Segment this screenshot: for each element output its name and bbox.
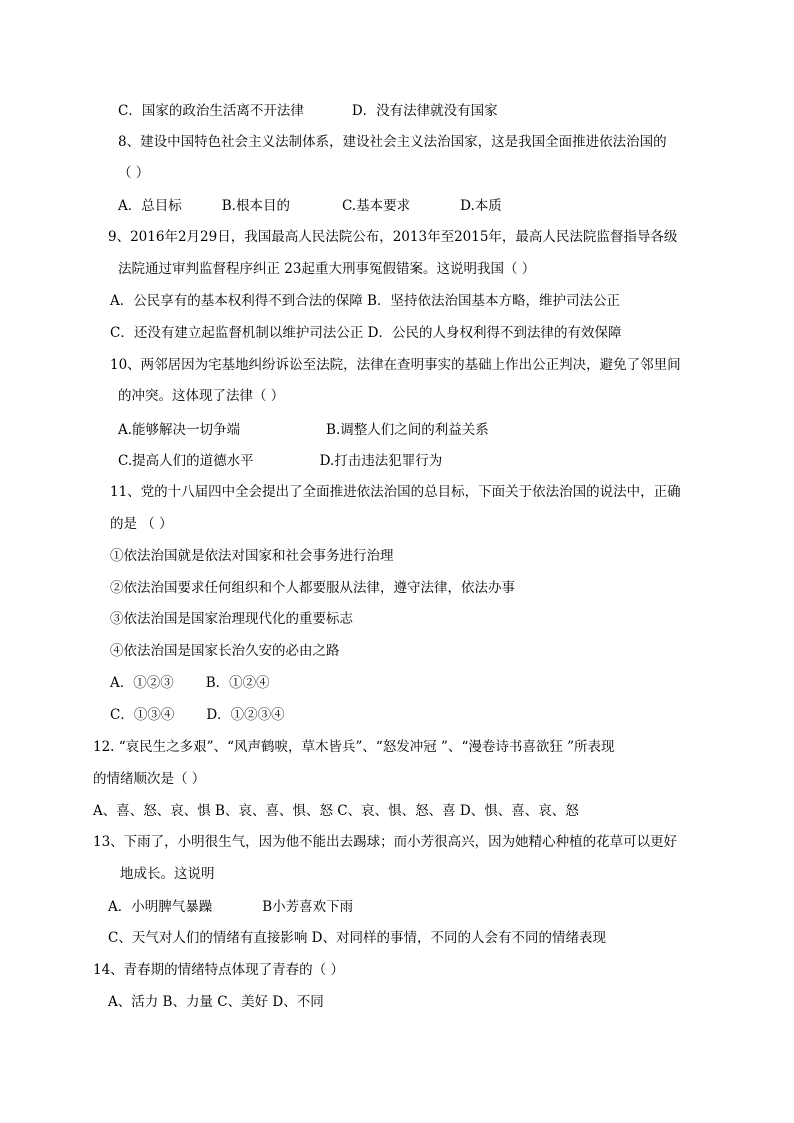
options-13-cd: C、天气对人们的情绪有直接影响 D、对同样的事情，不同的人会有不同的情绪表现 (108, 930, 606, 946)
options-9-ab: A．公民享有的基本权利得不到合法的保障 B．坚持依法治国基本方略，维护司法公正 (110, 293, 620, 309)
question-10-cont: 的冲突。这体现了法律（ ） (118, 388, 285, 404)
question-9: 9、2016年2月29日，我国最高人民法院公布，2013年至2015年，最高人民法院监督指导各级 (108, 229, 678, 245)
question-11: 11、党的十八届四中全会提出了全面推进依法治国的总目标，下面关于依法治国的说法中，正确 (110, 484, 681, 500)
question-12: 12. “哀民生之多艰”、“风声鹤唳，草木皆兵”、“怒发冲冠 ”、“漫卷诗书喜欲狂 ”所表现 (93, 739, 615, 755)
option-d: D.本质 (460, 198, 502, 214)
options-10-ab (118, 420, 489, 440)
option-c: C.提高人们的道德水平 (118, 453, 254, 469)
question-13: 13、下雨了，小明很生气，因为他不能出去踢球；而小芳很高兴，因为她精心种植的花草可以更好 (93, 834, 678, 850)
question-13-cont: 地成长。这说明 (120, 866, 215, 882)
question-14: 14、青春期的情绪特点体现了青春的（ ） (93, 962, 344, 978)
options-10-cd (118, 451, 442, 471)
option-a: A．总目标 (118, 198, 182, 214)
statement-3: ③依法治国是国家治理现代化的重要标志 (110, 611, 353, 627)
statement-1: ①依法治国就是依法对国家和社会事务进行治理 (110, 548, 394, 564)
question-11-cont: 的是 （ ） (110, 516, 173, 532)
option-c: C．①③④ (110, 707, 175, 723)
option-c: C．国家的政治生活离不开法律 (118, 103, 304, 119)
option-b: B.根本目的 (221, 198, 290, 214)
options-8 (118, 196, 502, 216)
options-14: A、活力 B、力量 C、美好 D、不同 (108, 994, 324, 1010)
options-12: A、喜、怒、哀、惧 B、哀、喜、惧、怒 C、哀、惧、怒、喜 D、惧、喜、哀、怒 (93, 803, 579, 819)
option-line-7 (118, 101, 498, 121)
statement-4: ④依法治国是国家长治久安的必由之路 (110, 643, 340, 659)
option-a: A．小明脾气暴躁 (108, 899, 213, 915)
option-d: D．①②③④ (206, 707, 285, 723)
options-13-ab (108, 897, 353, 917)
question-8-paren: （ ） (118, 165, 150, 181)
option-d: D．没有法律就没有国家 (351, 103, 498, 119)
question-12-cont: 的情绪顺次是（ ） (93, 771, 206, 787)
option-a: A．①②③ (110, 675, 174, 691)
option-b: B．①②④ (205, 675, 270, 691)
options-11-ab (110, 673, 270, 693)
statement-2: ②依法治国要求任何组织和个人都要服从法律，遵守法律，依法办事 (110, 580, 515, 596)
option-b: B小芳喜欢下雨 (262, 899, 354, 915)
options-9-cd: C．还没有建立起监督机制以维护司法公正 D．公民的人身权利得不到法律的有效保障 (110, 325, 622, 341)
option-c: C.基本要求 (341, 198, 411, 214)
question-10: 10、两邻居因为宅基地纠纷诉讼至法院，法律在查明事实的基础上作出公正判决，避免了邻里间 (110, 357, 681, 373)
question-8: 8、建设中国特色社会主义法制体系，建设社会主义法治国家，这是我国全面推进依法治国的 (118, 134, 667, 150)
option-d: D.打击违法犯罪行为 (319, 453, 443, 469)
question-9-cont: 法院通过审判监督程序纠正 23起重大刑事冤假错案。这说明我国（ ） (118, 261, 536, 277)
options-11-cd (110, 705, 285, 725)
option-b: B.调整人们之间的利益关系 (326, 422, 489, 438)
option-a: A.能够解决一切争端 (118, 422, 241, 438)
